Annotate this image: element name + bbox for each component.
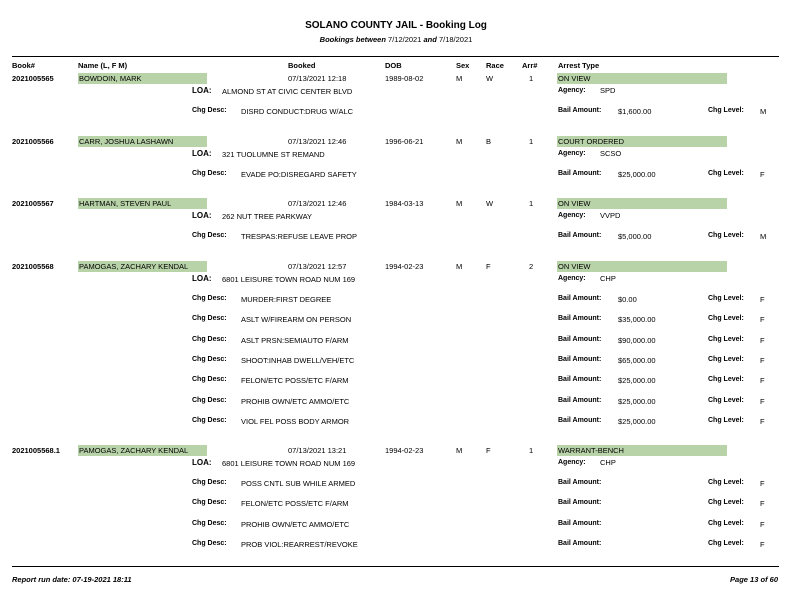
loa-label: LOA: <box>192 211 212 220</box>
sex-value: M <box>456 446 463 455</box>
arrest-type-badge: WARRANT-BENCH <box>557 445 727 456</box>
booked-datetime: 07/13/2021 12:46 <box>288 137 347 146</box>
chg-level-label: Chg Level: <box>708 232 744 239</box>
charge-level: F <box>760 479 765 488</box>
agency-value: CHP <box>600 458 616 467</box>
inmate-name: BOWDOIN, MARK <box>78 73 207 84</box>
chg-desc-label: Chg Desc: <box>192 376 227 383</box>
footer-divider <box>12 566 779 567</box>
date-of-birth: 1996-06-21 <box>385 137 424 146</box>
agency-value: SCSO <box>600 149 622 158</box>
bail-amount-label: Bail Amount: <box>558 232 602 239</box>
chg-level-label: Chg Level: <box>708 499 744 506</box>
col-header-arrest-type: Arrest Type <box>558 61 600 70</box>
bail-amount: $90,000.00 <box>618 336 656 345</box>
chg-level-label: Chg Level: <box>708 376 744 383</box>
charge-level: F <box>760 336 765 345</box>
arrest-count: 1 <box>529 74 534 83</box>
race-value: W <box>486 74 494 83</box>
chg-level-label: Chg Level: <box>708 107 744 114</box>
loa-label: LOA: <box>192 86 212 95</box>
booked-datetime: 07/13/2021 12:18 <box>288 74 347 83</box>
arrest-type-badge: COURT ORDERED <box>557 136 727 147</box>
bail-amount-label: Bail Amount: <box>558 499 602 506</box>
bail-amount-label: Bail Amount: <box>558 479 602 486</box>
race-value: B <box>486 137 492 146</box>
header-divider <box>12 56 779 57</box>
inmate-name: PAMOGAS, ZACHARY KENDAL <box>78 445 207 456</box>
bail-amount-label: Bail Amount: <box>558 356 602 363</box>
charge-description: PROB VIOL:REARREST/REVOKE <box>241 540 358 549</box>
charge-description: ASLT W/FIREARM ON PERSON <box>241 315 352 324</box>
col-header-arr: Arr# <box>522 61 538 70</box>
chg-desc-label: Chg Desc: <box>192 107 227 114</box>
chg-level-label: Chg Level: <box>708 540 744 547</box>
booked-datetime: 07/13/2021 13:21 <box>288 446 347 455</box>
charge-level: F <box>760 417 765 426</box>
chg-desc-label: Chg Desc: <box>192 540 227 547</box>
charge-level: F <box>760 376 765 385</box>
agency-value: CHP <box>600 274 616 283</box>
bail-amount: $5,000.00 <box>618 232 652 241</box>
charge-description: MURDER:FIRST DEGREE <box>241 295 332 304</box>
charge-description: EVADE PO:DISREGARD SAFETY <box>241 170 357 179</box>
booking-number: 2021005568.1 <box>12 446 60 455</box>
col-header-booked: Booked <box>288 61 316 70</box>
bail-amount-label: Bail Amount: <box>558 336 602 343</box>
arrest-count: 1 <box>529 446 534 455</box>
booking-number: 2021005567 <box>12 199 54 208</box>
chg-level-label: Chg Level: <box>708 417 744 424</box>
date-of-birth: 1994-02-23 <box>385 262 424 271</box>
bail-amount-label: Bail Amount: <box>558 397 602 404</box>
bail-amount-label: Bail Amount: <box>558 315 602 322</box>
agency-value: VVPD <box>600 211 621 220</box>
charge-description: ASLT PRSN:SEMIAUTO F/ARM <box>241 336 349 345</box>
booking-number: 2021005568 <box>12 262 54 271</box>
sex-value: M <box>456 199 463 208</box>
agency-label: Agency: <box>558 458 586 466</box>
arrest-count: 2 <box>529 262 534 271</box>
sex-value: M <box>456 74 463 83</box>
col-header-sex: Sex <box>456 61 470 70</box>
page-number: Page 13 of 60 <box>730 575 778 584</box>
chg-desc-label: Chg Desc: <box>192 520 227 527</box>
report-run-date: Report run date: 07-19-2021 18:11 <box>12 575 132 584</box>
agency-label: Agency: <box>558 86 586 94</box>
bail-amount-label: Bail Amount: <box>558 170 602 177</box>
chg-desc-label: Chg Desc: <box>192 232 227 239</box>
charge-description: VIOL FEL POSS BODY ARMOR <box>241 417 350 426</box>
bail-amount-label: Bail Amount: <box>558 520 602 527</box>
sex-value: M <box>456 262 463 271</box>
chg-level-label: Chg Level: <box>708 479 744 486</box>
location-of-arrest: 321 TUOLUMNE ST REMAND <box>222 149 325 159</box>
chg-level-label: Chg Level: <box>708 295 744 302</box>
charge-level: F <box>760 499 765 508</box>
agency-value: SPD <box>600 86 616 95</box>
chg-level-label: Chg Level: <box>708 336 744 343</box>
agency-label: Agency: <box>558 211 586 219</box>
inmate-name: PAMOGAS, ZACHARY KENDAL <box>78 261 207 272</box>
race-value: F <box>486 446 491 455</box>
report-subtitle: Bookings between 7/12/2021 and 7/18/2021 <box>319 35 473 44</box>
race-value: W <box>486 199 494 208</box>
date-to: 7/18/2021 <box>438 35 473 44</box>
chg-desc-label: Chg Desc: <box>192 295 227 302</box>
charge-level: F <box>760 315 765 324</box>
booking-number: 2021005566 <box>12 137 54 146</box>
chg-desc-label: Chg Desc: <box>192 499 227 506</box>
sex-value: M <box>456 137 463 146</box>
booking-number: 2021005565 <box>12 74 54 83</box>
arrest-type-badge: ON VIEW <box>557 73 727 84</box>
chg-level-label: Chg Level: <box>708 356 744 363</box>
charge-description: TRESPAS:REFUSE LEAVE PROP <box>241 232 358 241</box>
charge-description: SHOOT:INHAB DWELL/VEH/ETC <box>241 356 355 365</box>
location-of-arrest: 6801 LEISURE TOWN ROAD NUM 169 <box>222 274 356 284</box>
chg-level-label: Chg Level: <box>708 520 744 527</box>
booked-datetime: 07/13/2021 12:46 <box>288 199 347 208</box>
bail-amount: $25,000.00 <box>618 376 656 385</box>
location-of-arrest: 262 NUT TREE PARKWAY <box>222 211 313 221</box>
loa-label: LOA: <box>192 149 212 158</box>
bail-amount: $25,000.00 <box>618 397 656 406</box>
charge-description: PROHIB OWN/ETC AMMO/ETC <box>241 520 350 529</box>
bail-amount-label: Bail Amount: <box>558 376 602 383</box>
chg-desc-label: Chg Desc: <box>192 397 227 404</box>
loa-label: LOA: <box>192 458 212 467</box>
bail-amount-label: Bail Amount: <box>558 295 602 302</box>
chg-desc-label: Chg Desc: <box>192 479 227 486</box>
agency-label: Agency: <box>558 149 586 157</box>
bail-amount-label: Bail Amount: <box>558 107 602 114</box>
charge-level: F <box>760 397 765 406</box>
bail-amount: $25,000.00 <box>618 417 656 426</box>
col-header-book: Book# <box>12 61 35 70</box>
chg-desc-label: Chg Desc: <box>192 417 227 424</box>
date-from: 7/12/2021 <box>388 35 422 44</box>
bail-amount: $0.00 <box>618 295 637 304</box>
charge-level: F <box>760 356 765 365</box>
col-header-name: Name (L, F M) <box>78 61 128 70</box>
charge-level: F <box>760 540 765 549</box>
arrest-type-badge: ON VIEW <box>557 261 727 272</box>
date-of-birth: 1984-03-13 <box>385 199 424 208</box>
date-of-birth: 1994-02-23 <box>385 446 424 455</box>
bail-amount: $35,000.00 <box>618 315 656 324</box>
chg-desc-label: Chg Desc: <box>192 315 227 322</box>
inmate-name: HARTMAN, STEVEN PAUL <box>78 198 207 209</box>
chg-desc-label: Chg Desc: <box>192 336 227 343</box>
bail-amount: $25,000.00 <box>618 170 656 179</box>
charge-level: M <box>760 107 767 116</box>
col-header-race: Race <box>486 61 504 70</box>
charge-level: F <box>760 295 765 304</box>
charge-description: DISRD CONDUCT:DRUG W/ALC <box>241 107 354 116</box>
chg-desc-label: Chg Desc: <box>192 356 227 363</box>
race-value: F <box>486 262 491 271</box>
charge-description: FELON/ETC POSS/ETC F/ARM <box>241 499 349 508</box>
inmate-name: CARR, JOSHUA LASHAWN <box>78 136 207 147</box>
charge-level: M <box>760 232 767 241</box>
bail-amount: $1,600.00 <box>618 107 652 116</box>
date-of-birth: 1989-08-02 <box>385 74 424 83</box>
arrest-type-badge: ON VIEW <box>557 198 727 209</box>
charge-description: FELON/ETC POSS/ETC F/ARM <box>241 376 349 385</box>
loa-label: LOA: <box>192 274 212 283</box>
charge-description: POSS CNTL SUB WHILE ARMED <box>241 479 356 488</box>
chg-level-label: Chg Level: <box>708 170 744 177</box>
chg-desc-label: Chg Desc: <box>192 170 227 177</box>
location-of-arrest: 6801 LEISURE TOWN ROAD NUM 169 <box>222 458 356 468</box>
charge-description: PROHIB OWN/ETC AMMO/ETC <box>241 397 350 406</box>
bail-amount-label: Bail Amount: <box>558 417 602 424</box>
col-header-dob: DOB <box>385 61 402 70</box>
report-title: SOLANO COUNTY JAIL - Booking Log <box>305 20 487 31</box>
chg-level-label: Chg Level: <box>708 397 744 404</box>
bail-amount-label: Bail Amount: <box>558 540 602 547</box>
arrest-count: 1 <box>529 199 534 208</box>
location-of-arrest: ALMOND ST AT CIVIC CENTER BLVD <box>222 86 353 96</box>
agency-label: Agency: <box>558 274 586 282</box>
bail-amount: $65,000.00 <box>618 356 656 365</box>
booked-datetime: 07/13/2021 12:57 <box>288 262 347 271</box>
charge-level: F <box>760 520 765 529</box>
arrest-count: 1 <box>529 137 534 146</box>
charge-level: F <box>760 170 765 179</box>
chg-level-label: Chg Level: <box>708 315 744 322</box>
